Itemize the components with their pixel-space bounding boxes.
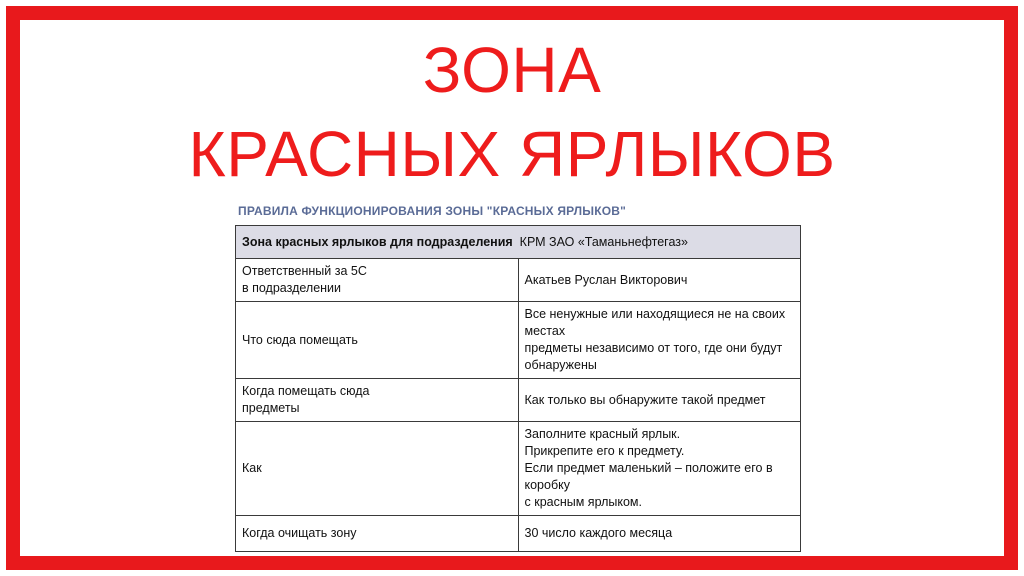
- row-label-when-clear: [236, 516, 519, 552]
- cell-line: Как: [242, 461, 262, 475]
- rules-table: [235, 225, 801, 552]
- cell-line: с красным ярлыком.: [524, 495, 642, 509]
- table-row: [236, 422, 801, 516]
- cell-line: предметы: [242, 401, 300, 415]
- cell-line: Ответственный за 5С: [242, 264, 367, 278]
- cell-line: Как только вы обнаружите такой предмет: [524, 392, 766, 407]
- table-header-row: [236, 226, 801, 259]
- table-row: [236, 516, 801, 552]
- slide-title-line2: КРАСНЫХ ЯРЛЫКОВ: [188, 118, 836, 190]
- cell-line: Прикрепите его к предмету.: [524, 444, 685, 458]
- header-label: Зона красных ярлыков для подразделения: [242, 234, 513, 249]
- cell-line: предметы независимо от того, где они будут: [524, 341, 783, 355]
- cell-line: Все ненужные или находящиеся не на своих местах: [524, 307, 786, 338]
- row-value-how: [518, 422, 801, 516]
- cell-line: 30 число каждого месяца: [524, 526, 673, 540]
- row-value-what: [518, 302, 801, 379]
- cell-line: Акатьев Руслан Викторович: [524, 272, 688, 287]
- table-row: [236, 379, 801, 422]
- table-row: [236, 302, 801, 379]
- table-header-cell: [236, 226, 801, 259]
- cell-line: Когда очищать зону: [242, 526, 357, 540]
- slide-title-line1: ЗОНА: [422, 34, 602, 106]
- row-value-responsible: [518, 259, 801, 302]
- row-value-when-place: [518, 379, 801, 422]
- row-value-when-clear: [518, 516, 801, 552]
- cell-line: Что сюда помещать: [242, 332, 358, 347]
- table-subtitle: ПРАВИЛА ФУНКЦИОНИРОВАНИЯ ЗОНЫ "КРАСНЫХ ЯРЛЫКОВ": [238, 204, 627, 218]
- cell-line: в подразделении: [242, 281, 342, 295]
- cell-line: Заполните красный ярлык.: [524, 427, 681, 441]
- cell-line: обнаружены: [524, 358, 597, 372]
- row-label-responsible: [236, 259, 519, 302]
- row-label-how: [236, 422, 519, 516]
- row-label-when-place: [236, 379, 519, 422]
- table-row: [236, 259, 801, 302]
- cell-line: Когда помещать сюда: [242, 384, 370, 398]
- header-value: КРМ ЗАО «Таманьнефтегаз»: [519, 234, 688, 249]
- cell-line: Если предмет маленький – положите его в коробку: [524, 461, 773, 492]
- row-label-what: [236, 302, 519, 379]
